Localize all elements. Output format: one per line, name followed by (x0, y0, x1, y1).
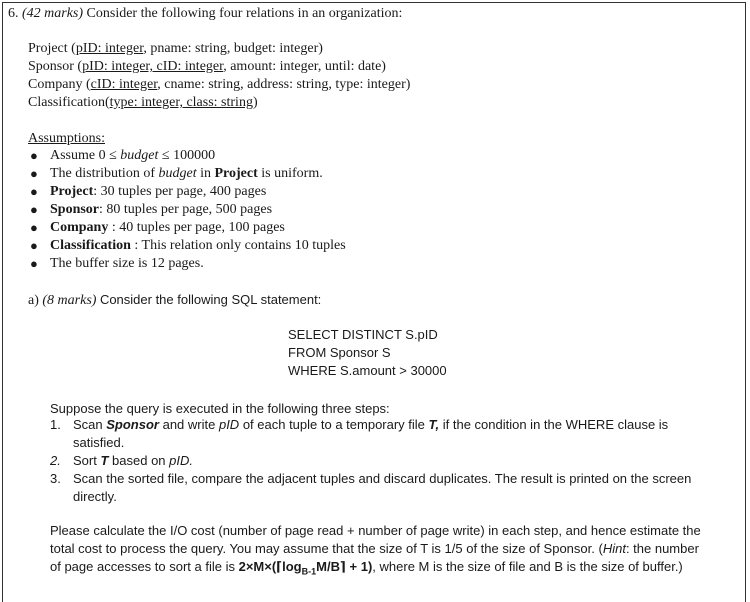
step-number: 1. (50, 417, 61, 432)
assumption-item: Classification : This relation only contains 10 tuples (50, 238, 346, 253)
relation-company: Company (cID: integer, cname: string, address: string, type: integer) (28, 77, 411, 92)
step-1: Scan Sponsor and write pID of each tuple to a temporary file T, if the condition in the WHERE clause is satisfied. (73, 417, 669, 450)
bullet-icon: ● (30, 166, 38, 181)
assumption-item: Sponsor: 80 tuples per page, 500 pages (50, 202, 273, 217)
bullet-icon: ● (30, 238, 38, 253)
step-number: 3. (50, 471, 61, 486)
part-a-text: Consider the following SQL statement: (99, 292, 322, 307)
bullet-icon: ● (30, 220, 38, 235)
question-intro: Consider the following four relations in an organization: (86, 6, 403, 21)
assumption-item: Company : 40 tuples per page, 100 pages (50, 220, 285, 235)
step-2: Sort T based on pID. (73, 453, 193, 468)
part-a-label: a) (28, 293, 39, 308)
step-3: Scan the sorted file, compare the adjacent tuples and discard duplicates. The result is printed on the screen directly. (73, 471, 692, 504)
part-a-marks: (8 marks) (42, 293, 97, 308)
question-number: 6. (8, 6, 19, 21)
question-header (8, 5, 402, 23)
assumption-item: The distribution of budget in Project is uniform. (50, 166, 323, 181)
sql-line: FROM Sponsor S (288, 345, 391, 360)
relation-classification: Classification(type: integer, class: string) (28, 95, 258, 110)
step-number: 2. (50, 453, 61, 468)
assumption-item: Assume 0 ≤ budget ≤ 100000 (50, 148, 216, 163)
assumption-item: Project: 30 tuples per page, 400 pages (50, 184, 267, 199)
relation-sponsor: Sponsor (pID: integer, cID: integer, amount: integer, until: date) (28, 59, 386, 74)
assumptions-heading: Assumptions: (28, 131, 106, 146)
calculation-paragraph: Please calculate the I/O cost (number of page read + number of page write) in each step, and hence estimate the total cost to process the query. You may assume that the size of T is 1/5 of the size of Sponsor. (Hint: the number of page accesses to sort a file is $2\times M\times(⌈\log_{B-1}M/B⌉ + 1)$, where M is the size of file and B is the size of buffer.) (50, 523, 701, 577)
steps-intro: Suppose the query is executed in the following three steps: (50, 401, 390, 416)
bullet-icon: ● (30, 202, 38, 217)
bullet-icon: ● (30, 184, 38, 199)
assumption-item: The buffer size is 12 pages. (50, 256, 204, 271)
relation-project: Project (pID: integer, pname: string, budget: integer) (28, 41, 323, 56)
part-a-header (28, 291, 321, 310)
sort-cost-formula: $2\times M\times(⌈\log_{B-1}M/B⌉ + 1)$ (238, 559, 373, 577)
bullet-icon: ● (30, 256, 38, 271)
question-marks: (42 marks) (22, 6, 84, 21)
sql-line: SELECT DISTINCT S.pID (288, 327, 438, 342)
sql-line: WHERE S.amount > 30000 (288, 363, 447, 378)
bullet-icon: ● (30, 148, 38, 163)
